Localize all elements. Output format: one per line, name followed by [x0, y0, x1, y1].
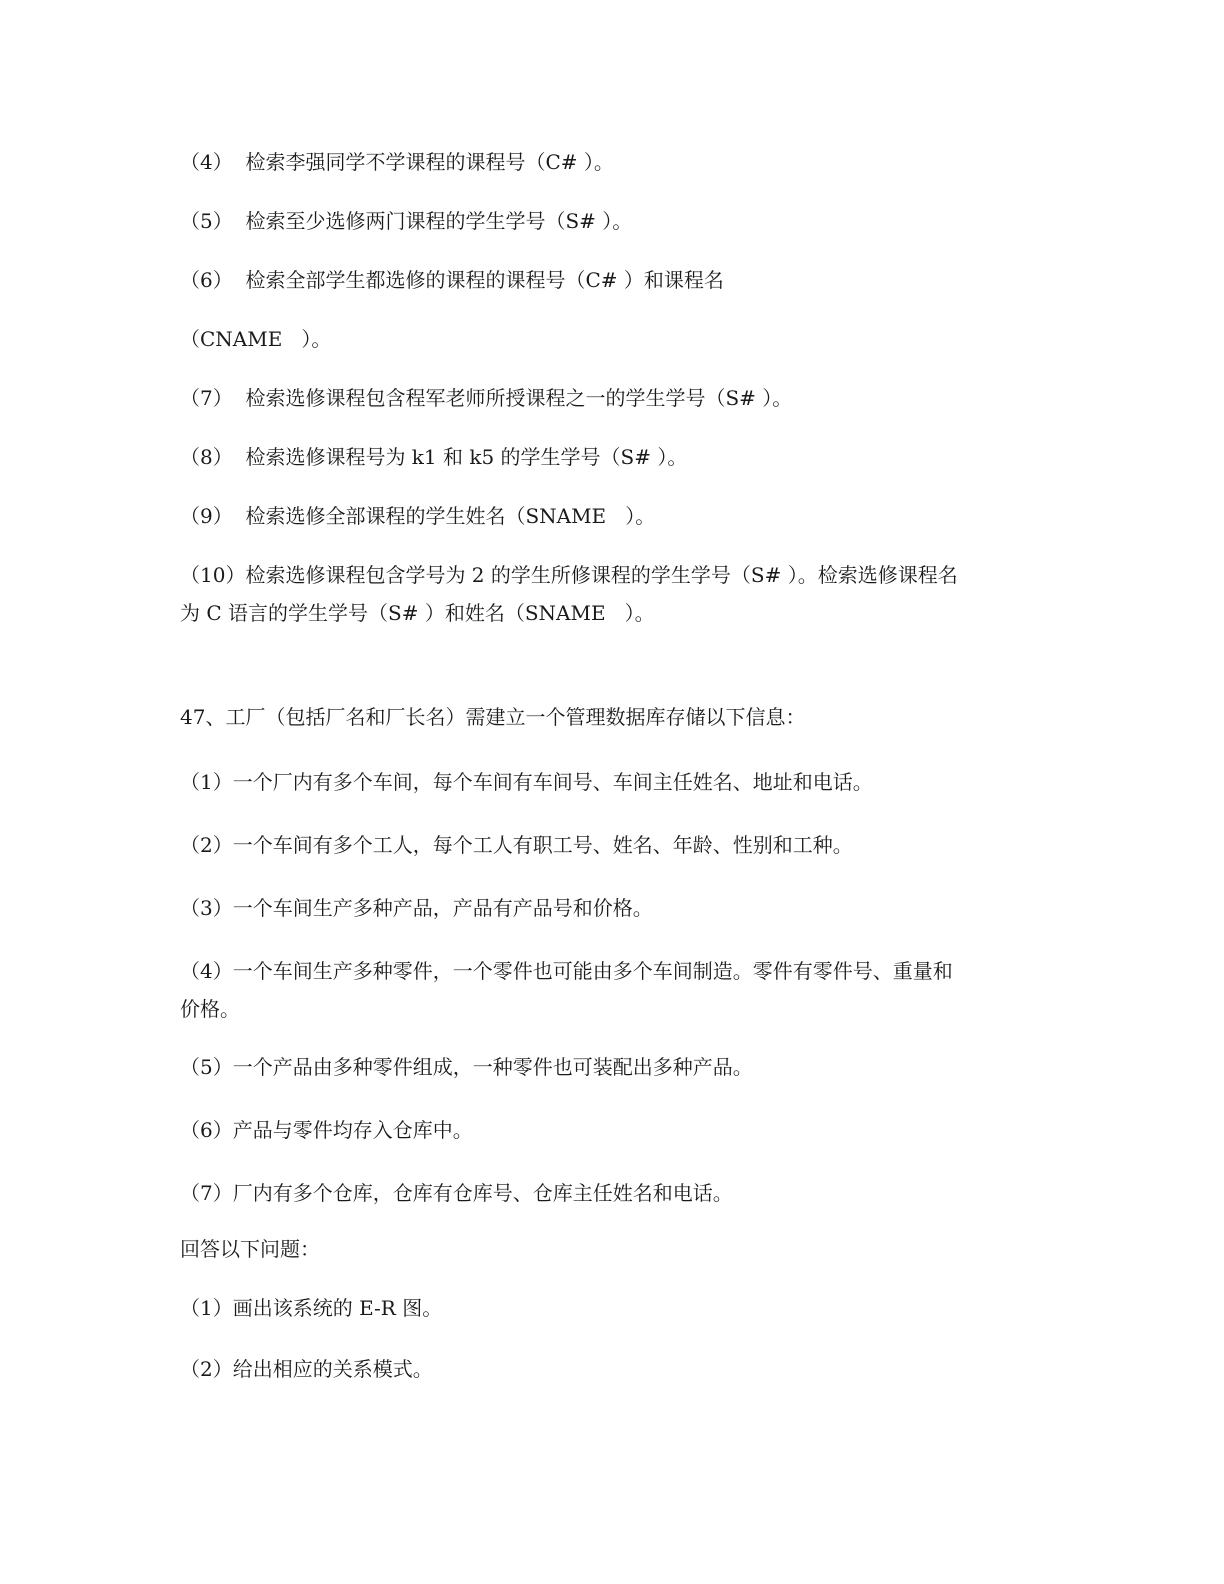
query-item-5: （5） 检索至少选修两门课程的学生学号（S# ）。 — [180, 209, 633, 233]
q47-item-1: （1）一个厂内有多个车间，每个车间有车间号、车间主任姓名、地址和电话。 — [180, 770, 873, 794]
q47-item-2: （2）一个车间有多个工人，每个工人有职工号、姓名、年龄、性别和工种。 — [180, 833, 853, 857]
q47-item-6: （6）产品与零件均存入仓库中。 — [180, 1118, 473, 1142]
query-item-10-line-2: 为 C 语言的学生学号（S# ）和姓名（SNAME ）。 — [180, 601, 655, 625]
q47-item-4 — [180, 952, 1040, 1028]
question-47-title: 47、工厂（包括厂名和厂长名）需建立一个管理数据库存储以下信息： — [180, 705, 806, 729]
query-item-10 — [180, 556, 1040, 632]
query-item-9: （9） 检索选修全部课程的学生姓名（SNAME ）。 — [180, 504, 656, 528]
query-item-7: （7） 检索选修课程包含程军老师所授课程之一的学生学号（S# ）。 — [180, 386, 793, 410]
answer-item-1: （1）画出该系统的 E-R 图。 — [180, 1296, 443, 1320]
query-item-8: （8） 检索选修课程号为 k1 和 k5 的学生学号（S# ）。 — [180, 445, 688, 469]
query-item-6-continuation: （CNAME ）。 — [180, 327, 332, 351]
query-item-4: （4） 检索李强同学不学课程的课程号（C# ）。 — [180, 150, 614, 174]
query-item-6: （6） 检索全部学生都选修的课程的课程号（C# ）和课程名 — [180, 268, 724, 292]
answer-prompt: 回答以下问题： — [180, 1237, 320, 1261]
q47-item-3: （3）一个车间生产多种产品，产品有产品号和价格。 — [180, 896, 653, 920]
q47-item-4-line-2: 价格。 — [180, 997, 240, 1021]
q47-item-7: （7）厂内有多个仓库，仓库有仓库号、仓库主任姓名和电话。 — [180, 1181, 733, 1205]
q47-item-5: （5）一个产品由多种零件组成，一种零件也可装配出多种产品。 — [180, 1055, 753, 1079]
query-item-10-line-1: （10）检索选修课程包含学号为 2 的学生所修课程的学生学号（S# ）。检索选修课程名 — [180, 563, 958, 587]
q47-item-4-line-1: （4）一个车间生产多种零件，一个零件也可能由多个车间制造。零件有零件号、重量和 — [180, 959, 953, 983]
answer-item-2: （2）给出相应的关系模式。 — [180, 1357, 433, 1381]
